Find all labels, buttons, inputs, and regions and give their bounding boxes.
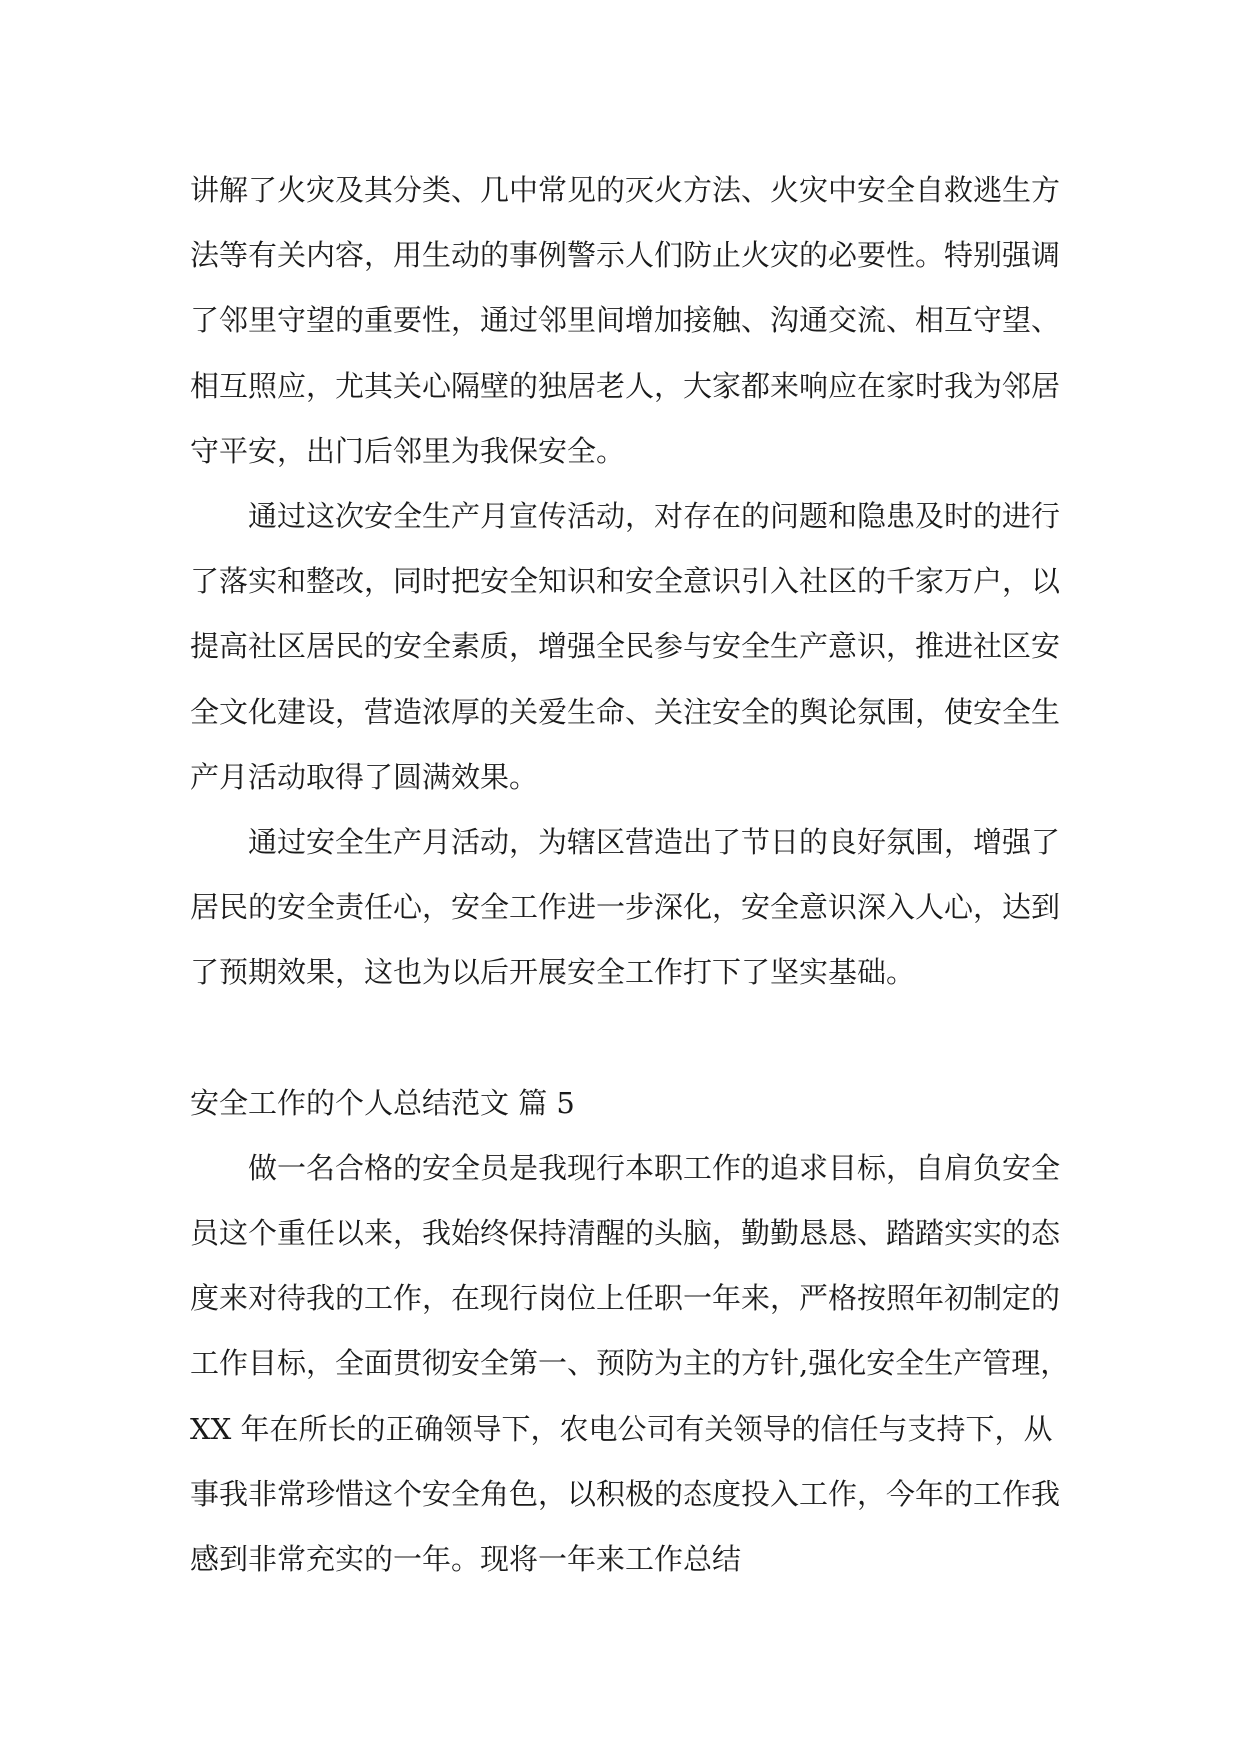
text-line: 全文化建设，营造浓厚的关爱生命、关注安全的舆论氛围，使安全生 bbox=[190, 694, 1061, 729]
text-line: 提高社区居民的安全素质，增强全民参与安全生产意识，推进社区安 bbox=[190, 629, 1061, 664]
text-line: 工作目标，全面贯彻安全第一、预防为主的方针,强化安全生产管理， bbox=[190, 1346, 1070, 1381]
paragraph-safety-month-results bbox=[190, 810, 1061, 1006]
text-line: XX 年在所长的正确领导下，农电公司有关领导的信任与支持下，从 bbox=[190, 1411, 1053, 1446]
section-heading bbox=[190, 1071, 1052, 1136]
text-line: 度来对待我的工作，在现行岗位上任职一年来，严格按照年初制定的 bbox=[190, 1281, 1061, 1316]
document-body bbox=[190, 158, 1070, 1592]
text-line: 通过这次安全生产月宣传活动，对存在的问题和隐患及时的进行 bbox=[248, 499, 1061, 534]
section-heading-text: 安全工作的个人总结范文 篇 5 bbox=[190, 1085, 575, 1120]
text-line: 了预期效果，这也为以后开展安全工作打下了坚实基础。 bbox=[190, 955, 916, 990]
text-line: 法等有关内容，用生动的事例警示人们防止火灾的必要性。特别强调 bbox=[190, 238, 1061, 273]
text-line: 通过安全生产月活动，为辖区营造出了节日的良好氛围，增强了 bbox=[248, 825, 1061, 860]
text-line: 守平安，出门后邻里为我保安全。 bbox=[190, 433, 626, 468]
text-line: 员这个重任以来，我始终保持清醒的头脑，勤勤恳恳、踏踏实实的态 bbox=[190, 1216, 1061, 1251]
text-line: 感到非常充实的一年。现将一年来工作总结 bbox=[190, 1542, 742, 1577]
text-line: 做一名合格的安全员是我现行本职工作的追求目标，自肩负安全 bbox=[248, 1150, 1061, 1185]
paragraph-fire-safety-continuation bbox=[190, 158, 1061, 484]
text-line: 产月活动取得了圆满效果。 bbox=[190, 759, 539, 794]
text-line: 讲解了火灾及其分类、几中常见的灭火方法、火灾中安全自救逃生方 bbox=[190, 173, 1061, 207]
text-line: 了落实和整改，同时把安全知识和安全意识引入社区的千家万户，以 bbox=[190, 564, 1061, 599]
text-line: 相互照应，尤其关心隔壁的独居老人，大家都来响应在家时我为邻居 bbox=[190, 368, 1061, 403]
text-line: 了邻里守望的重要性，通过邻里间增加接触、沟通交流、相互守望、 bbox=[190, 303, 1061, 338]
section-spacer bbox=[190, 1006, 1052, 1071]
text-line: 事我非常珍惜这个安全角色，以积极的态度投入工作，今年的工作我 bbox=[190, 1476, 1061, 1511]
paragraph-safety-officer-summary bbox=[190, 1136, 1070, 1592]
text-line: 居民的安全责任心，安全工作进一步深化，安全意识深入人心，达到 bbox=[190, 890, 1061, 925]
paragraph-safety-month-campaign bbox=[190, 484, 1061, 810]
